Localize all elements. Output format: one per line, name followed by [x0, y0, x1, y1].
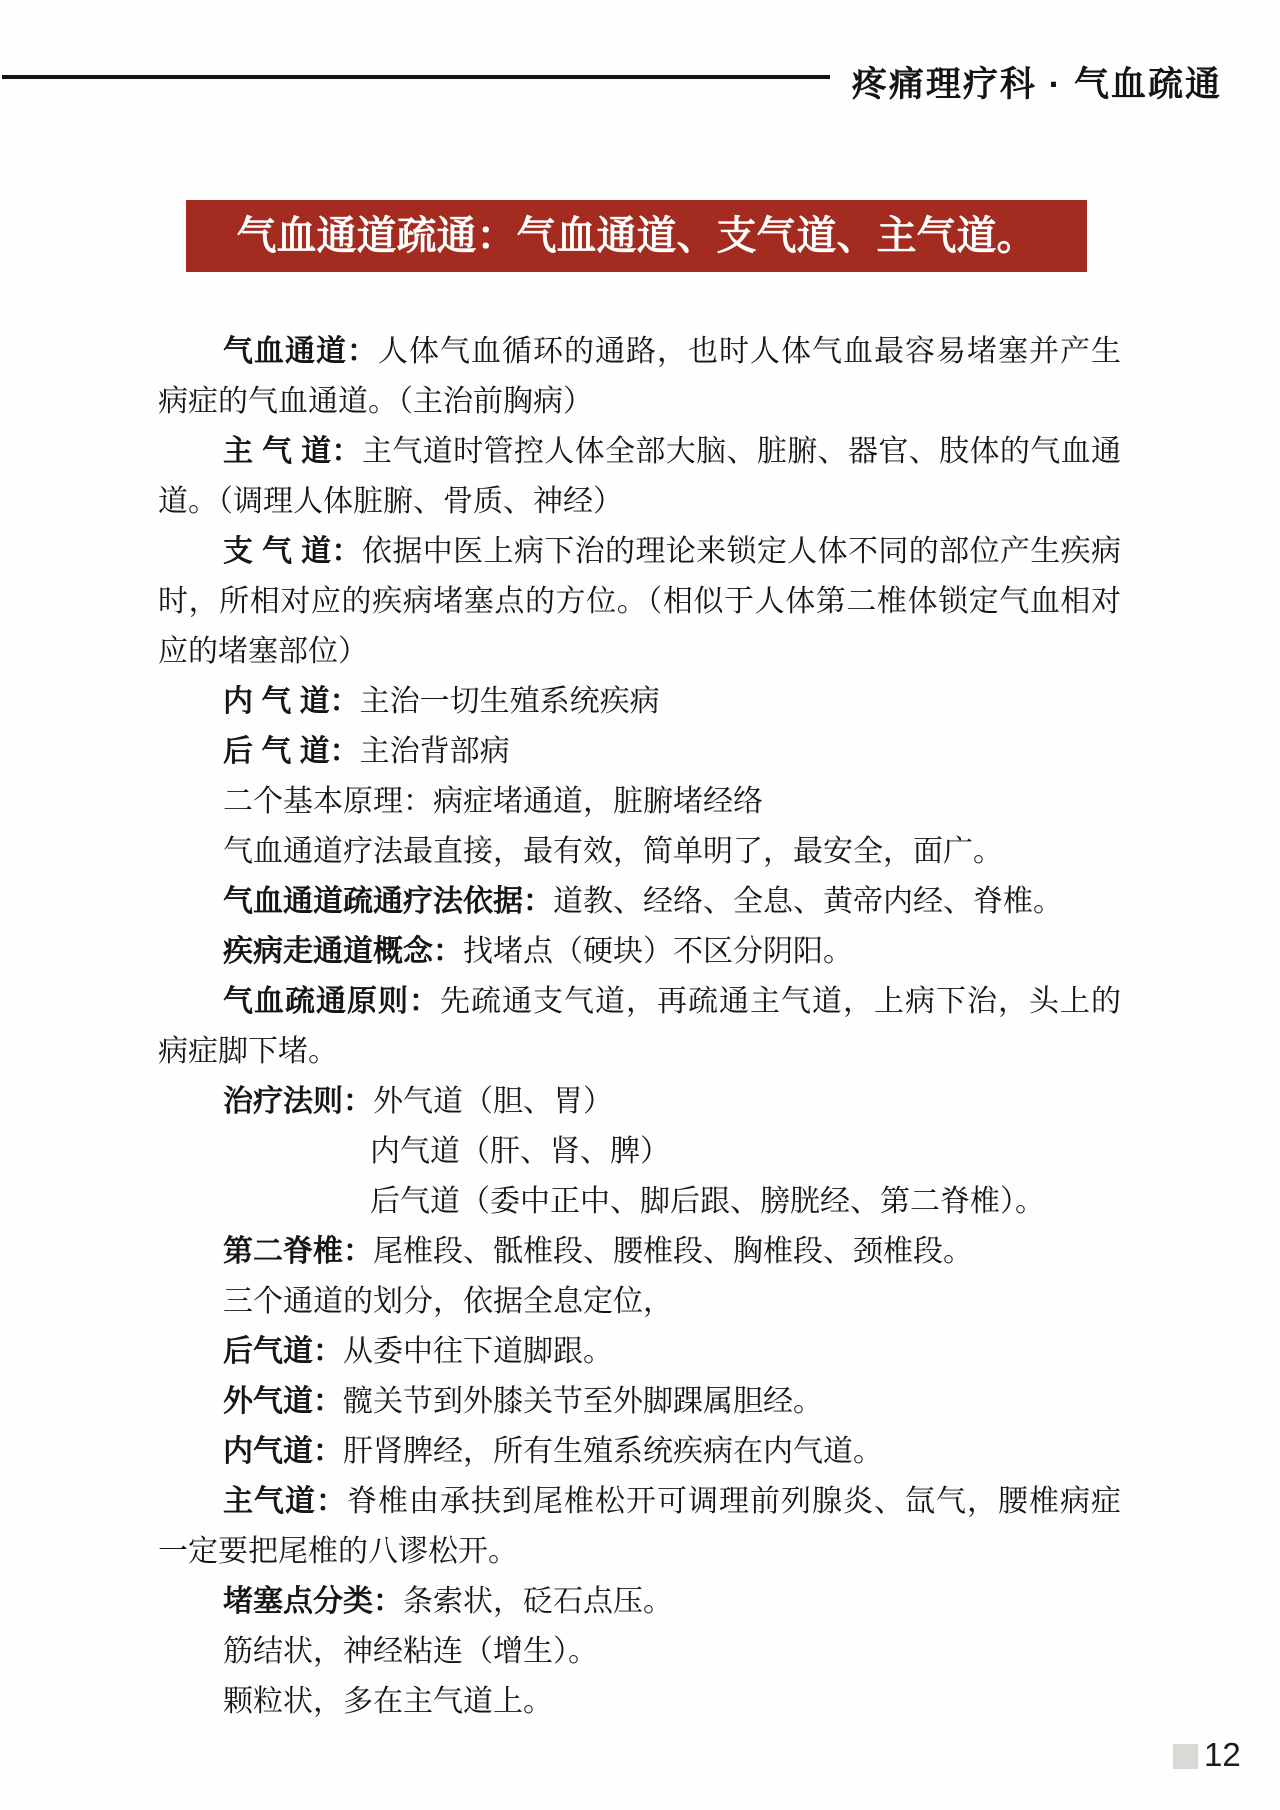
body-paragraph	[370, 1177, 1121, 1227]
body-paragraph	[158, 1327, 1121, 1377]
body-paragraph	[158, 1577, 1121, 1627]
body-paragraph	[158, 877, 1121, 927]
running-head: 疼痛理疗科 · 气血疏通	[851, 65, 1222, 104]
paragraph-text: 内气道（肝、肾、脾）	[370, 1135, 670, 1168]
paragraph-lead: 后气道：	[223, 1335, 343, 1368]
paragraph-text: 条索状，砭石点压。	[403, 1585, 673, 1618]
paragraph-text: 外气道（胆、胃）	[373, 1085, 613, 1118]
paragraph-lead: 主气道：	[223, 1485, 347, 1518]
paragraph-text: 三个通道的划分，依据全息定位，	[223, 1285, 673, 1318]
body-paragraph	[158, 827, 1121, 877]
header-rule	[2, 75, 830, 79]
paragraph-text: 道教、经络、全息、黄帝内经、脊椎。	[553, 885, 1063, 918]
page-marker-square	[1173, 1744, 1198, 1769]
paragraph-lead: 气血疏通原则：	[223, 985, 440, 1018]
body-text	[158, 327, 1121, 1727]
paragraph-text: 二个基本原理：病症堵通道，脏腑堵经络	[223, 785, 763, 818]
body-paragraph	[158, 1427, 1121, 1477]
paragraph-text: 主气道时管控人体全部大脑、脏腑、器官、肢体的气血通道。（调理人体脏腑、骨质、神经）	[158, 435, 1121, 518]
paragraph-lead: 治疗法则：	[223, 1085, 373, 1118]
body-paragraph	[158, 1227, 1121, 1277]
section-title-banner: 气血通道疏通：气血通道、支气道、主气道。	[186, 200, 1087, 272]
paragraph-lead: 第二脊椎：	[223, 1235, 373, 1268]
body-paragraph	[158, 1627, 1121, 1677]
paragraph-text: 依据中医上病下治的理论来锁定人体不同的部位产生疾病时，所相对应的疾病堵塞点的方位。（相似于人体第二椎体锁定气血相对应的堵塞部位）	[158, 535, 1121, 668]
paragraph-text: 脊椎由承扶到尾椎松开可调理前列腺炎、氙气，腰椎病症一定要把尾椎的八谬松开。	[158, 1485, 1121, 1568]
body-paragraph	[158, 1277, 1121, 1327]
paragraph-lead: 后 气 道：	[223, 735, 360, 768]
body-paragraph	[158, 1677, 1121, 1727]
body-paragraph	[370, 1127, 1121, 1177]
body-paragraph	[158, 727, 1121, 777]
paragraph-text: 主治一切生殖系统疾病	[359, 685, 660, 718]
paragraph-text: 肝肾脾经，所有生殖系统疾病在内气道。	[343, 1435, 883, 1468]
paragraph-text: 从委中往下道脚跟。	[343, 1335, 613, 1368]
body-paragraph	[158, 427, 1121, 527]
body-paragraph	[158, 777, 1121, 827]
body-paragraph	[158, 527, 1121, 677]
paragraph-text: 髋关节到外膝关节至外脚踝属胆经。	[343, 1385, 823, 1418]
body-paragraph	[158, 327, 1121, 427]
paragraph-text: 主治背部病	[359, 735, 510, 768]
paragraph-text: 后气道（委中正中、脚后跟、膀胱经、第二脊椎）。	[370, 1185, 1045, 1218]
paragraph-lead: 气血通道疏通疗法依据：	[223, 885, 553, 918]
body-paragraph	[158, 1077, 1121, 1127]
paragraph-text: 找堵点（硬块）不区分阴阳。	[463, 935, 853, 968]
body-paragraph	[158, 927, 1121, 977]
paragraph-lead: 内 气 道：	[223, 685, 360, 718]
paragraph-text: 人体气血循环的通路，也时人体气血最容易堵塞并产生病症的气血通道。（主治前胸病）	[158, 335, 1121, 418]
page-number: 12	[1204, 1736, 1241, 1773]
paragraph-text: 尾椎段、骶椎段、腰椎段、胸椎段、颈椎段。	[373, 1235, 973, 1268]
paragraph-lead: 堵塞点分类：	[223, 1585, 403, 1618]
paragraph-lead: 疾病走通道概念：	[223, 935, 463, 968]
paragraph-lead: 主 气 道：	[223, 435, 362, 468]
paragraph-lead: 支 气 道：	[223, 535, 362, 568]
body-paragraph	[158, 1477, 1121, 1577]
paragraph-text: 颗粒状，多在主气道上。	[223, 1685, 553, 1718]
paragraph-text: 气血通道疗法最直接，最有效，简单明了，最安全，面广。	[223, 835, 1003, 868]
body-paragraph	[158, 677, 1121, 727]
body-paragraph	[158, 977, 1121, 1077]
paragraph-lead: 外气道：	[223, 1385, 343, 1418]
paragraph-text: 筋结状，神经粘连（增生）。	[223, 1635, 598, 1668]
body-paragraph	[158, 1377, 1121, 1427]
paragraph-text: 先疏通支气道，再疏通主气道，上病下治，头上的病症脚下堵。	[158, 985, 1121, 1068]
paragraph-lead: 气血通道：	[223, 335, 378, 368]
paragraph-lead: 内气道：	[223, 1435, 343, 1468]
